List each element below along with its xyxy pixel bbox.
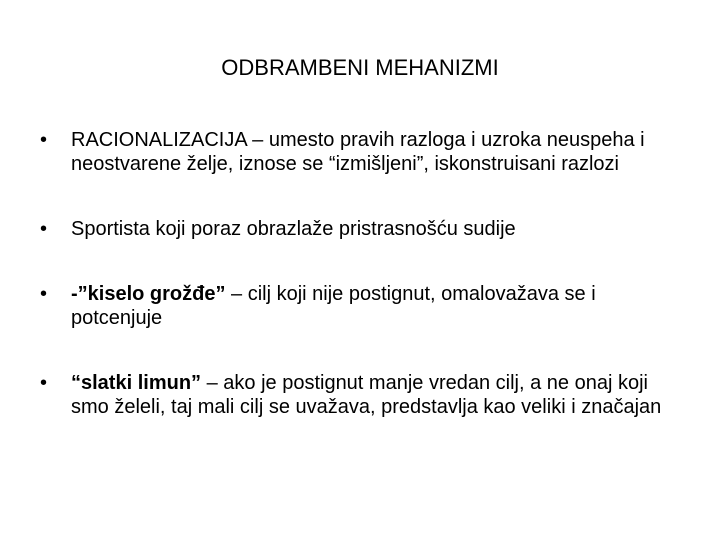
- bullet-text: Sportista koji poraz obrazlaže pristrasnošću sudije: [71, 218, 516, 240]
- bullet-text: – cilj koji nije postignut, omalovažava se i potcenjuje: [71, 283, 596, 329]
- bullet-item-racionalizacija: [40, 128, 680, 176]
- bullet-term: -”kiselo grožđe”: [71, 283, 226, 305]
- bullet-icon: •: [40, 283, 48, 305]
- bullet-item-slatki-limun: [40, 371, 680, 419]
- bullet-text: – umesto pravih razloga i uzroka neuspeha i neostvarene želje, iznose se “izmišljeni”, iskonstruisani razlozi: [71, 129, 645, 175]
- bullet-item-sportista: [40, 217, 680, 241]
- bullet-text: – ako je postignut manje vredan cilj, a ne onaj koji smo želeli, taj mali cilj se uvažava, predstavlja kao veliki i značajan: [71, 372, 662, 418]
- bullet-icon: •: [40, 129, 48, 151]
- bullet-term: “slatki limun”: [71, 372, 202, 394]
- slide-title: ODBRAMBENI MEHANIZMI: [221, 55, 499, 80]
- bullet-term: RACIONALIZACIJA: [71, 129, 247, 151]
- bullet-item-kiselo-grozdje: [40, 282, 680, 330]
- bullet-list: [40, 128, 680, 419]
- bullet-icon: •: [40, 372, 48, 394]
- bullet-icon: •: [40, 218, 48, 240]
